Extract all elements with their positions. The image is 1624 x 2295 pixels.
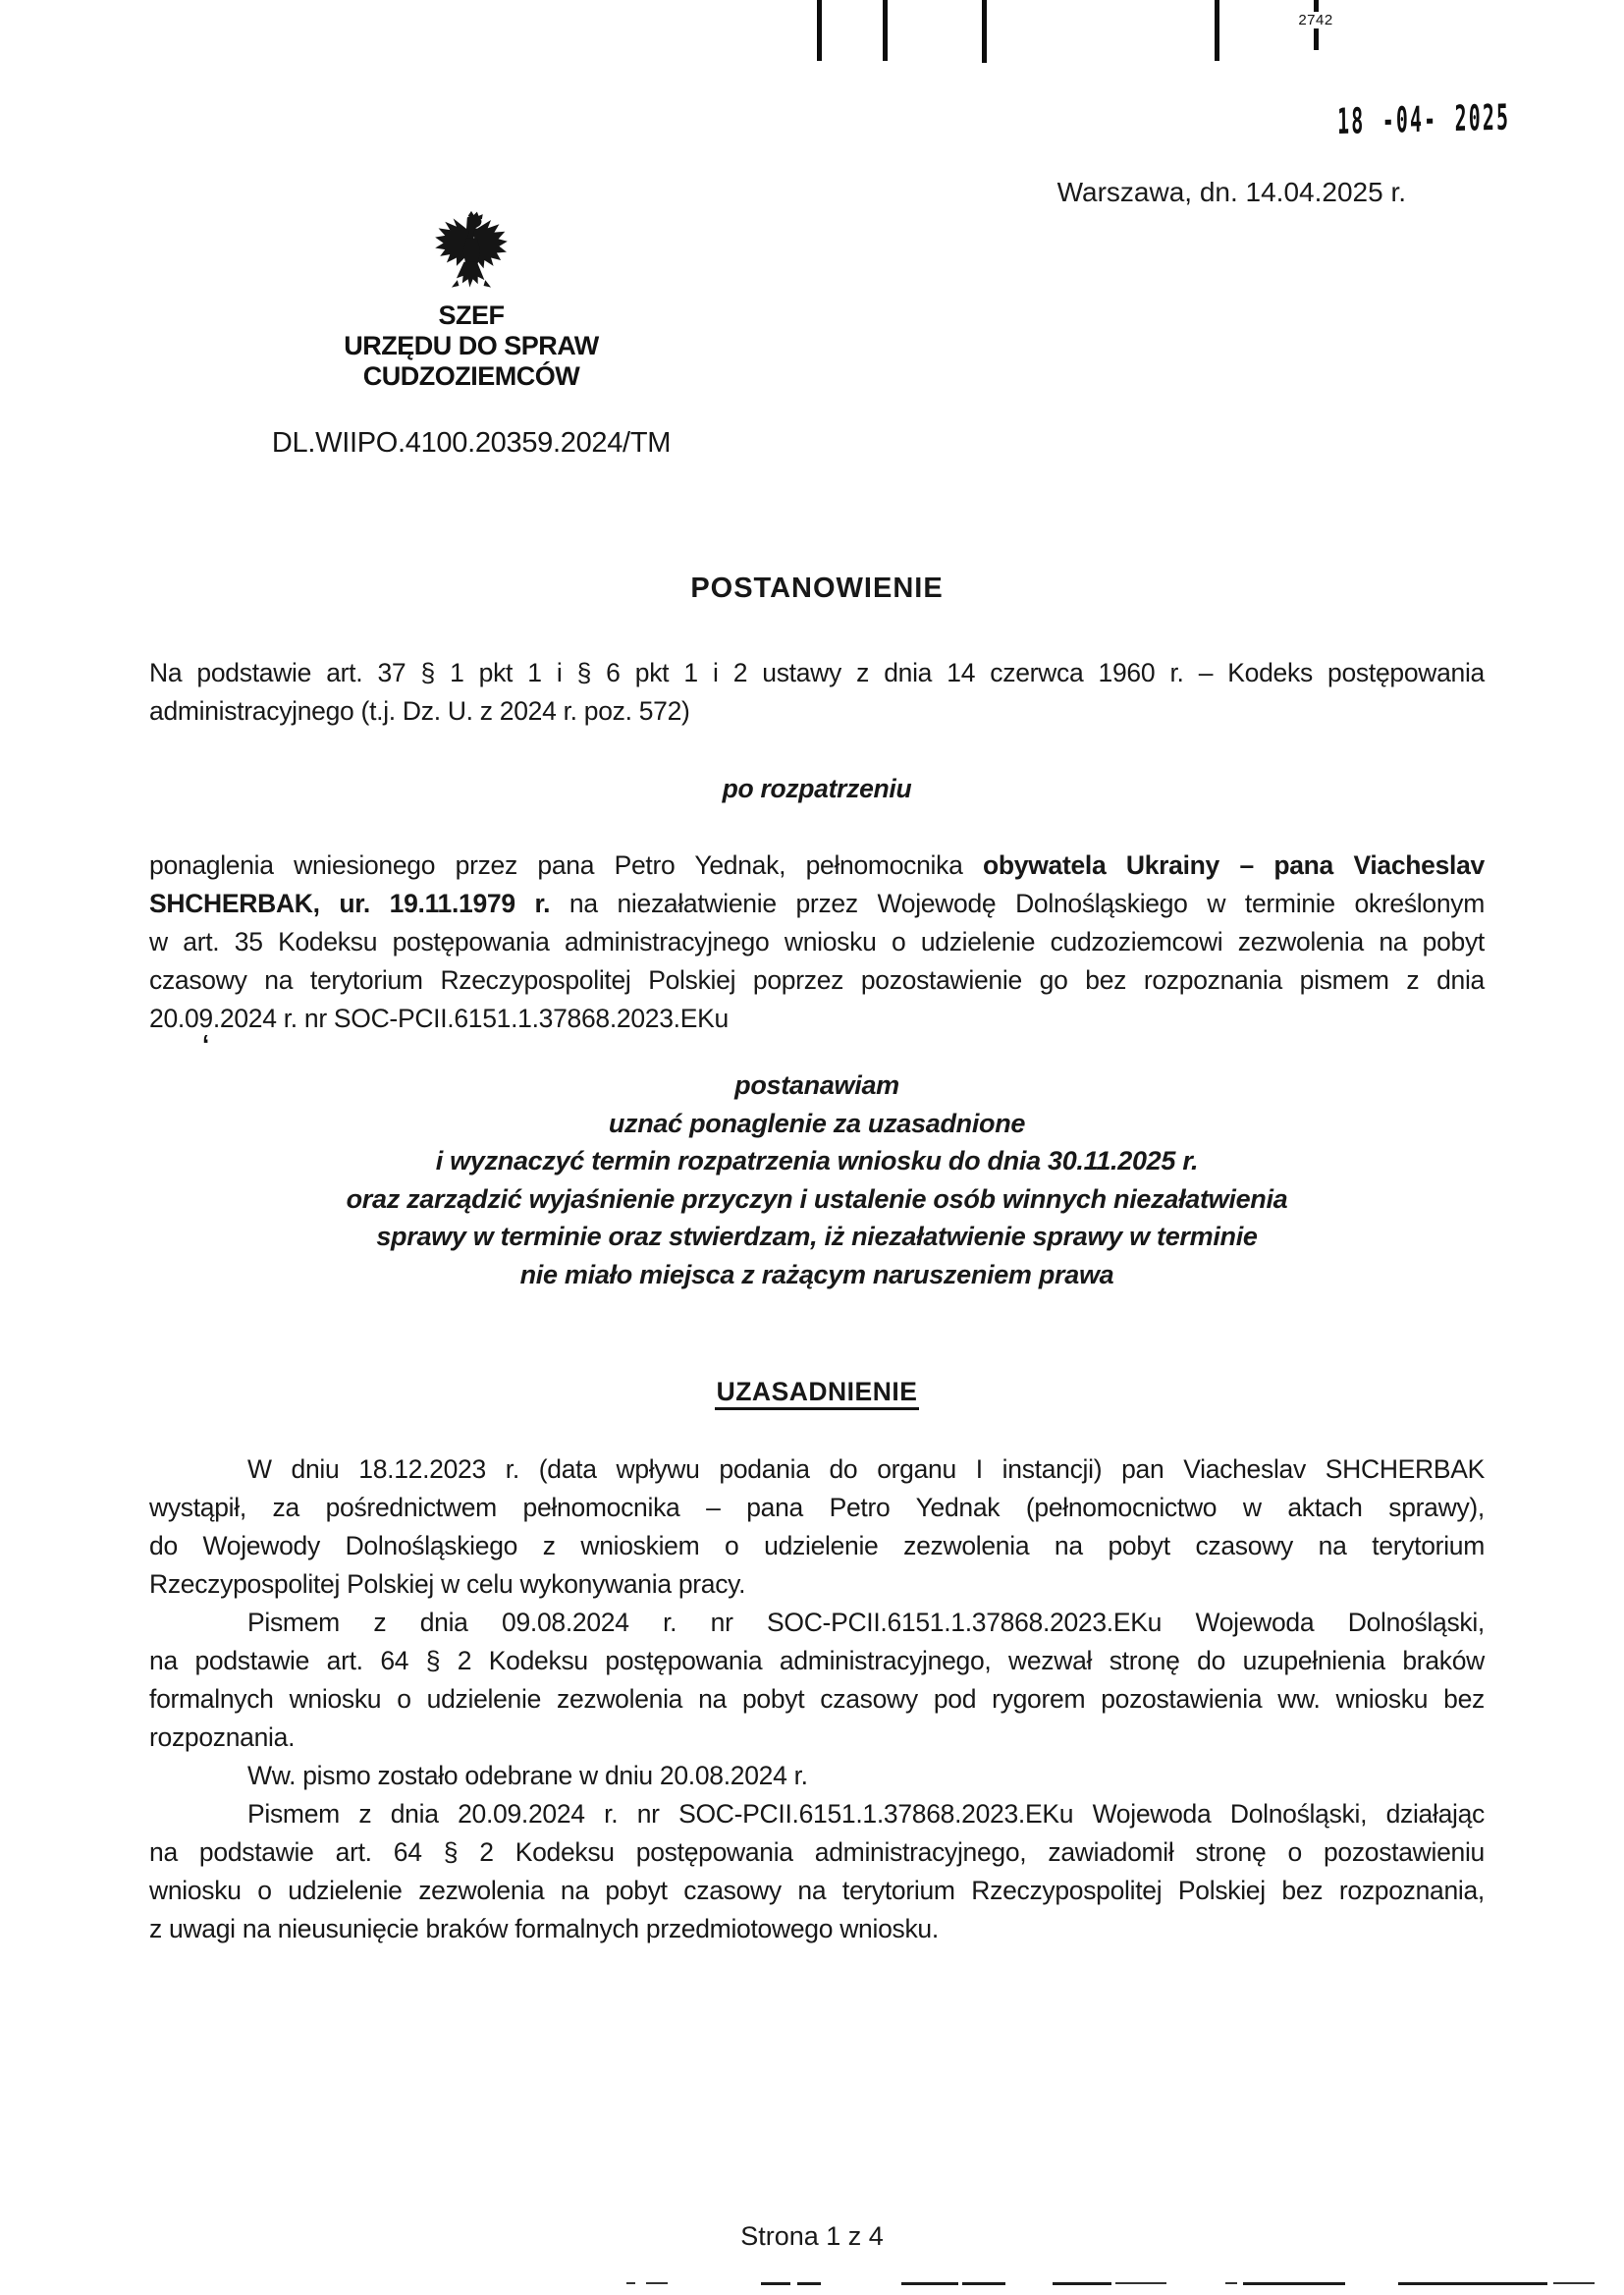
decision-line: nie miało miejsca z rażącym naruszeniem prawa [519, 1259, 1114, 1289]
scan-dash [646, 2282, 668, 2284]
page-indicator: Strona 1 z 4 [740, 2221, 884, 2251]
text-line: Ww. pismo zostało odebrane w dniu 20.08.2024 r. [247, 1761, 808, 1790]
registration-mark [982, 0, 987, 63]
text-line: w art. 35 Kodeksu postępowania administracyjnego wniosku o udzielenie cudzoziemcowi zezwolenia na pobyt [149, 927, 1485, 956]
bottom-scan-artifacts [0, 2282, 1624, 2288]
text-line: 20.09.2024 r. nr SOC-PCII.6151.1.37868.2023.EKu [149, 1004, 729, 1033]
scan-dash [962, 2282, 1005, 2285]
text-line [149, 847, 1485, 885]
text-line: rozpoznania. [149, 1722, 296, 1752]
text-line: czasowy na terytorium Rzeczypospolitej Polskiej poprzez pozostawienie go bez rozpoznania pismem z dnia [149, 965, 1485, 995]
scan-dash [1243, 2282, 1345, 2285]
institution-name-line2: URZĘDU DO SPRAW CUDZOZIEMCÓW [344, 331, 599, 391]
party-name-bold: obywatela Ukrainy – pana Viacheslav [982, 850, 1485, 880]
text-line: na podstawie art. 64 § 2 Kodeksu postępowania administracyjnego, zawiadomił stronę o pozostawieniu [149, 1837, 1485, 1867]
justification-paragraph [149, 1450, 1485, 1604]
scan-dash [1115, 2282, 1166, 2284]
justification-heading: UZASADNIENIE [149, 1373, 1485, 1411]
registration-mark [1314, 0, 1319, 12]
received-date-stamp: 18 -04- 2025 [1337, 97, 1511, 142]
text-span: na niezałatwienie przez Wojewodę Dolnośląskiego w terminie określonym [568, 889, 1485, 918]
institution-name-line1: SZEF [438, 301, 505, 330]
text-line: Pismem z dnia 09.08.2024 r. nr SOC-PCII.6151.1.37868.2023.EKu Wojewoda Dolnośląski, [247, 1608, 1485, 1637]
decision-line: i wyznaczyć termin rozpatrzenia wniosku do dnia 30.11.2025 r. [435, 1146, 1199, 1175]
text-line: do Wojewody Dolnośląskiego z wnioskiem o udzielenie zezwolenia na pobyt czasowy na terytorium [149, 1531, 1485, 1560]
text-line [149, 885, 1485, 923]
justification-paragraph [149, 1604, 1485, 1757]
justification-paragraphs [149, 1450, 1485, 1948]
scan-dash [1553, 2282, 1595, 2284]
justification-paragraph [149, 1757, 1485, 1795]
scan-dash [901, 2282, 958, 2285]
text-line: W dniu 18.12.2023 r. (data wpływu podania do organu I instancji) pan Viacheslav SHCHERBAK [247, 1454, 1485, 1484]
legal-basis-paragraph [149, 654, 1485, 731]
decision-line: sprawy w terminie oraz stwierdzam, iż niezałatwienie sprawy w terminie [376, 1222, 1258, 1251]
after-review-line: po rozpatrzeniu [722, 774, 912, 803]
stray-scan-mark: ‘ [202, 1029, 210, 1059]
registration-mark [817, 0, 822, 61]
party-name-bold: SHCHERBAK, ur. 19.11.1979 r. [149, 889, 551, 918]
decision-block [149, 1066, 1485, 1293]
case-number: DL.WIIPO.4100.20359.2024/TM [271, 427, 672, 459]
text-line: Rzeczypospolitej Polskiej w celu wykonywania pracy. [149, 1569, 746, 1599]
text-line: Na podstawie art. 37 § 1 pkt 1 i § 6 pkt 1 i 2 ustawy z dnia 14 czerwca 1960 r. – Kodeks postępowania [149, 658, 1485, 687]
justification-paragraph [149, 1795, 1485, 1948]
scan-dash [626, 2282, 635, 2284]
decision-line: postanawiam [734, 1070, 899, 1100]
decision-line: uznać ponaglenie za uzasadnione [608, 1108, 1026, 1138]
registration-mark [1314, 28, 1319, 50]
scan-dash [1225, 2282, 1237, 2284]
scan-dash [1053, 2282, 1111, 2285]
scan-counter: 2742 [1298, 12, 1333, 28]
text-line: formalnych wniosku o udzielenie zezwolenia na pobyt czasowy pod rygorem pozostawienia ww. wniosku bez [149, 1684, 1485, 1714]
text-line: z uwagi na nieusunięcie braków formalnych przedmiotowego wniosku. [149, 1914, 939, 1943]
scan-dash [761, 2282, 790, 2285]
complaint-paragraph [149, 847, 1485, 1038]
decision-line: oraz zarządzić wyjaśnienie przyczyn i ustalenie osób winnych niezałatwienia [346, 1183, 1288, 1214]
text-line: administracyjnego (t.j. Dz. U. z 2024 r. poz. 572) [149, 696, 690, 726]
text-line: Pismem z dnia 20.09.2024 r. nr SOC-PCII.6151.1.37868.2023.EKu Wojewoda Dolnośląski, działając [247, 1799, 1485, 1829]
registration-mark [1215, 0, 1219, 61]
polish-eagle-emblem-icon [430, 210, 513, 301]
place-date-line: Warszawa, dn. 14.04.2025 r. [1056, 177, 1406, 207]
letterhead [236, 210, 707, 460]
document-body [149, 570, 1485, 1948]
scan-counter-group [1294, 0, 1337, 50]
registration-mark [883, 0, 888, 61]
scan-dash [1398, 2282, 1547, 2285]
text-span: ponaglenia wniesionego przez pana Petro Yednak, pełnomocnika [149, 850, 963, 880]
text-line: wniosku o udzielenie zezwolenia na pobyt czasowy na terytorium Rzeczypospolitej Polskiej bez rozpoznania, [149, 1876, 1485, 1905]
scan-dash [797, 2282, 821, 2285]
document-title: POSTANOWIENIE [690, 573, 944, 604]
text-line: wystąpił, za pośrednictwem pełnomocnika – pana Petro Yednak (pełnomocnictwo w aktach sprawy), [149, 1493, 1485, 1522]
text-line: na podstawie art. 64 § 2 Kodeksu postępowania administracyjnego, wezwał stronę do uzupełnienia braków [149, 1646, 1485, 1675]
